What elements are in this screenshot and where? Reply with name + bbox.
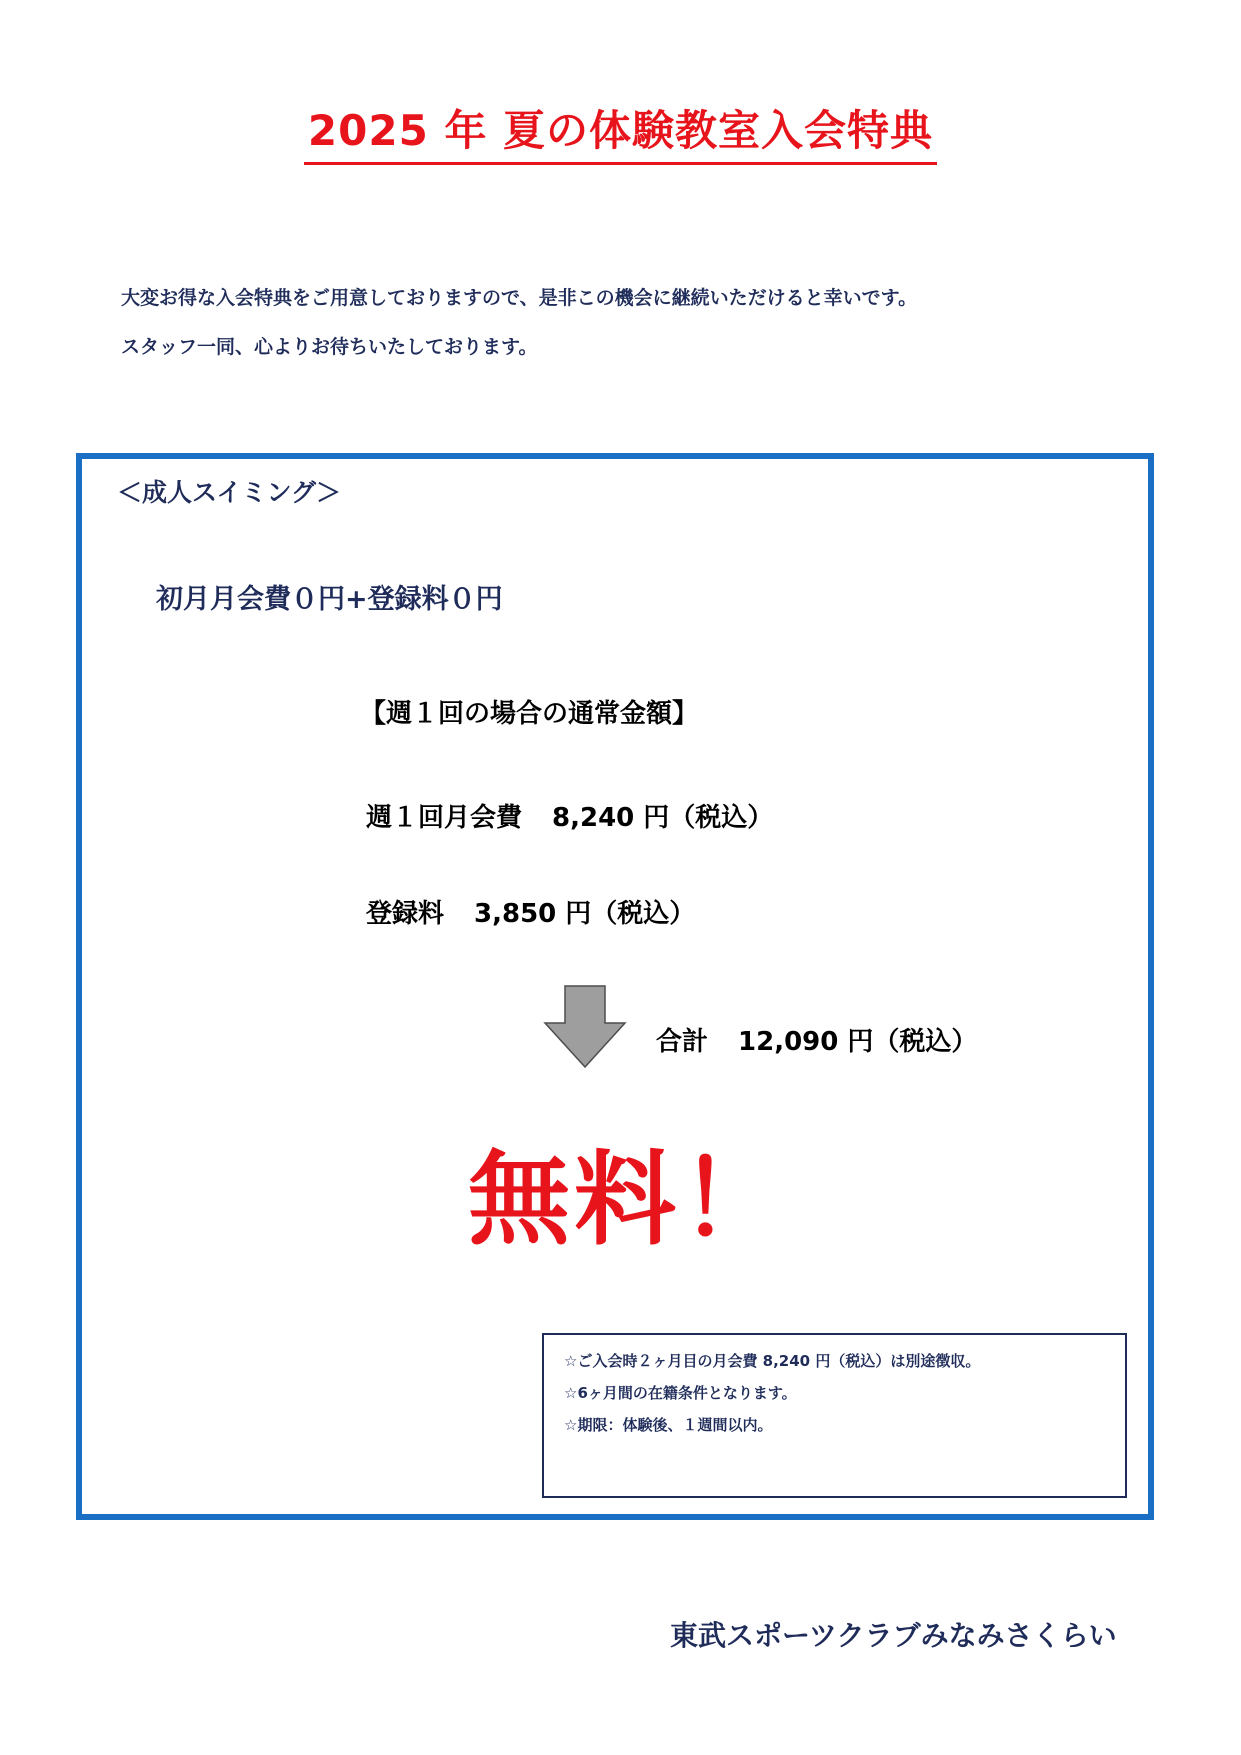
note-item: ☆ご入会時２ヶ月目の月会費 8,240 円（税込）は別途徴収。 (564, 1352, 981, 1370)
total-label: 合計 (656, 1027, 709, 1057)
monthly-fee-row (366, 797, 773, 834)
monthly-fee-label: 週１回月会費 (366, 803, 523, 833)
registration-fee-amount: 3,850 円（税込） (474, 899, 696, 929)
registration-fee-label: 登録料 (366, 899, 445, 929)
normal-price-heading: 【週１回の場合の通常金額】 (360, 699, 699, 729)
free-callout: 無料！ (468, 1141, 786, 1260)
notes-box (542, 1333, 1127, 1498)
section-title: ＜成人スイミング＞ (117, 478, 342, 507)
intro-line-1: 大変お得な入会特典をご用意しておりますので、是非この機会に継続いただけると幸いです。 (121, 287, 918, 309)
club-name: 東武スポーツクラブみなみさくらい (670, 1619, 1117, 1652)
registration-fee-row (366, 893, 695, 930)
offer-headline: 初月月会費０円+登録料０円 (156, 584, 503, 615)
note-item: ☆6ヶ月間の在籍条件となります。 (564, 1384, 797, 1402)
page-title (0, 98, 1241, 165)
total-row (656, 1021, 977, 1058)
down-arrow-icon (543, 985, 627, 1073)
intro-line-2: スタッフ一同、心よりお待ちいたしております。 (121, 336, 538, 358)
total-amount: 12,090 円（税込） (738, 1027, 978, 1057)
monthly-fee-amount: 8,240 円（税込） (552, 803, 774, 833)
page-title-text: 2025 年 夏の体験教室入会特典 (304, 98, 937, 165)
note-item: ☆期限：体験後、１週間以内。 (564, 1416, 773, 1434)
